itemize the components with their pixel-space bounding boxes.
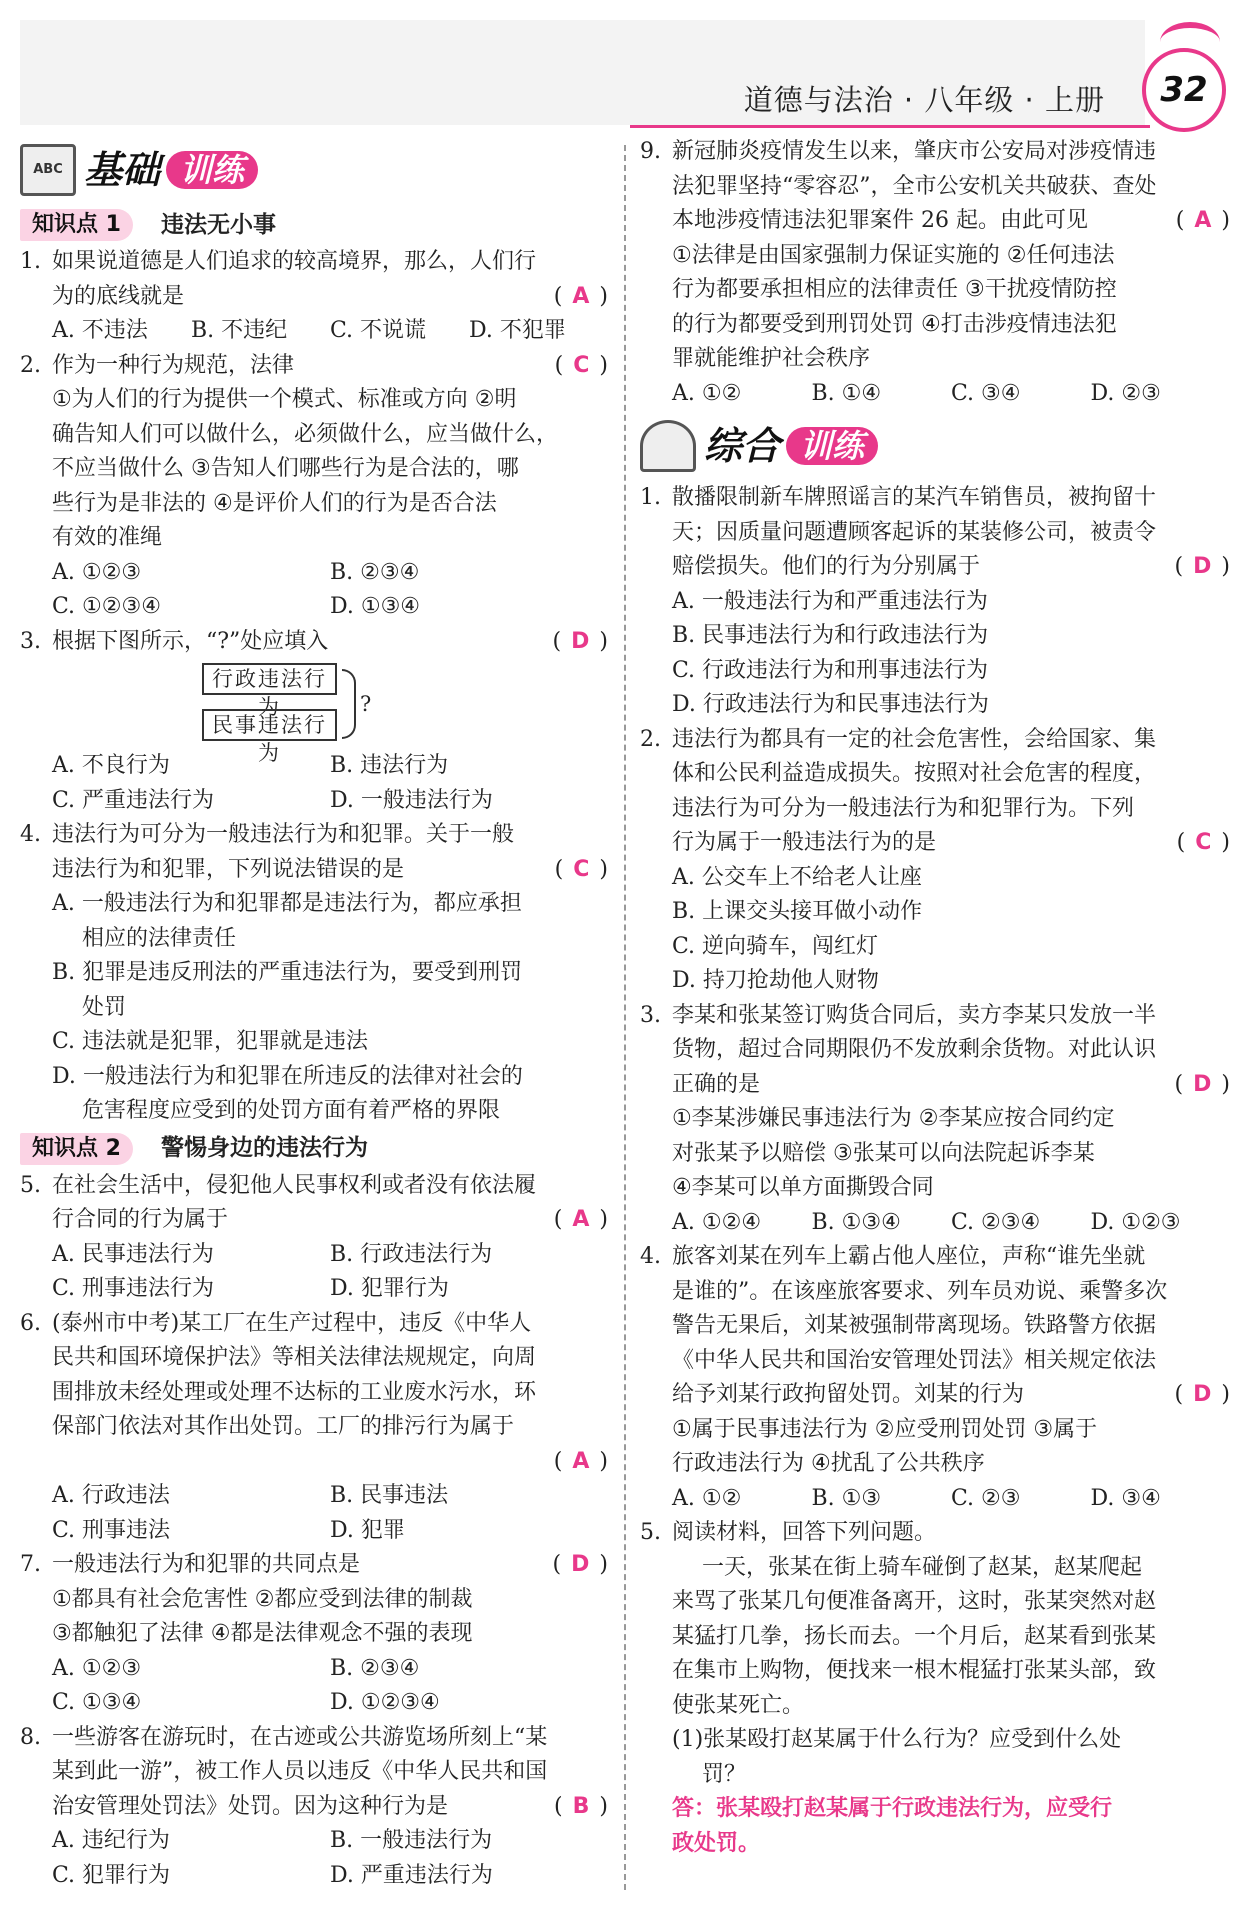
question-text: 《中华人民共和国治安管理处罚法》相关规定依法 [672, 1347, 1157, 1373]
option-b: B. 民事违法行为和行政违法行为 [672, 623, 989, 648]
option-a: A. ①②④ [672, 1209, 762, 1235]
question-text-line: 违法行为和犯罪，下列说法错误的是 ( C ) [52, 853, 608, 888]
statement-line: ④李某可以单方面撕毁合同 [672, 1175, 934, 1200]
option-c: C. 行政违法行为和刑事违法行为 [672, 657, 989, 683]
question-5 [20, 1169, 608, 1307]
answer-box: ( D ) [1174, 554, 1230, 579]
material-line: 来骂了张某几句便准备离开，这时，张某突然对赵 [672, 1589, 1157, 1614]
subject-title: 道德与法治 · 八年级 · 上册 [743, 83, 1105, 117]
statement-line: 确告知人们可以做什么，必须做什么，应当做什么， [52, 421, 559, 447]
question-number: 1. [20, 249, 41, 274]
question-number: 7. [20, 1552, 41, 1577]
left-column [20, 135, 608, 1893]
question-number: 3. [640, 1002, 661, 1028]
answer-box: ( D ) [1174, 1071, 1230, 1097]
bracket-diagram [202, 659, 608, 765]
answer-letter: D [571, 628, 590, 654]
question-text-line: 赔偿损失。他们的行为分别属于 ( D ) [672, 550, 1230, 585]
option-b: B. ①③④ [811, 1209, 901, 1235]
question-number: 5. [640, 1520, 661, 1545]
answer-letter: D [1193, 1382, 1212, 1407]
right-column [640, 135, 1230, 1861]
options [672, 1482, 1230, 1517]
kp-tag: 知识点 2 [20, 1133, 133, 1165]
option-b: B. ②③④ [330, 559, 420, 585]
sub-question-cont: 罚？ [702, 1761, 747, 1787]
answer-box: ( D ) [552, 1552, 608, 1577]
question-text-line: 行为属于一般违法行为的是 ( C ) [672, 826, 1230, 861]
question-number: 5. [20, 1172, 41, 1198]
question-text: 违法行为可分为一般违法行为和犯罪。关于一般 [52, 822, 515, 847]
section-title-badge: 训练 [166, 151, 258, 190]
answer-box: ( A ) [553, 1207, 608, 1232]
options [52, 1824, 608, 1893]
handwritten-answer: 答：张某殴打赵某属于行政违法行为，应受行 [672, 1796, 1113, 1821]
page-header [0, 0, 1250, 135]
page-number: 32 [1142, 48, 1226, 132]
option-d: D. 一般违法行为 [330, 787, 493, 813]
option-b: B. ①③ [811, 1485, 882, 1511]
option-c: C. 逆向骑车，闯红灯 [672, 933, 879, 959]
comprehensive-question-1 [640, 481, 1230, 723]
question-text: 体和公民利益造成损失。按照对社会危害的程度， [672, 761, 1157, 786]
brace-icon [342, 669, 356, 739]
question-text: 违法行为可分为一般违法行为和犯罪行为。下列 [672, 795, 1135, 821]
question-text: 警告无果后，刘某被强制带离现场。铁路警方依据 [672, 1313, 1157, 1338]
comprehensive-question-2 [640, 723, 1230, 999]
answer-letter: C [1195, 830, 1212, 855]
option-c: C. 犯罪行为 [52, 1862, 171, 1888]
option-b: B. 民事违法 [330, 1483, 449, 1508]
option-b: B. 不违纪 [191, 318, 288, 343]
answer-letter: D [1193, 1071, 1212, 1097]
question-text: 保部门依法对其作出处罚。工厂的排污行为属于 [52, 1414, 515, 1439]
question-3 [20, 625, 608, 819]
question-text: 一些游客在游玩时，在古迹或公共游览场所刻上“某 [52, 1724, 548, 1750]
section-title-main: 基础 [84, 147, 161, 192]
handwritten-answer-cont: 政处罚。 [672, 1830, 761, 1856]
option-a: A. ①②③ [52, 559, 142, 585]
question-number: 1. [640, 485, 661, 510]
option-c: C. ①③④ [52, 1690, 142, 1715]
option-d: D. ①②③ [1090, 1209, 1181, 1235]
option-b: B. 一般违法行为 [330, 1828, 493, 1853]
question-text: 旅客刘某在列车上霸占他人座位，声称“谁先坐就 [672, 1244, 1146, 1269]
option-c: C. 刑事违法行为 [52, 1276, 215, 1301]
option-d: D. 严重违法行为 [330, 1862, 493, 1888]
question-text-line: 一般违法行为和犯罪的共同点是 ( D ) [52, 1548, 608, 1583]
question-number: 4. [640, 1244, 661, 1269]
answer-letter: A [1194, 208, 1212, 233]
option-a: A. 不良行为 [52, 753, 170, 778]
question-text-line: 正确的是 ( D ) [672, 1068, 1230, 1103]
diagram-box-civil: 民事违法行为 [202, 709, 337, 741]
option-d: D. 持刀抢劫他人财物 [672, 968, 879, 993]
question-text: 如果说道德是人们追求的较高境界，那么，人们行 [52, 249, 537, 274]
answer-box: ( A ) [1175, 208, 1230, 233]
options [672, 377, 1230, 412]
question-number: 8. [20, 1724, 41, 1750]
option-a: A. 行政违法 [52, 1483, 170, 1508]
header-underline [630, 125, 1150, 128]
answer-letter: A [572, 283, 590, 309]
book-icon: ABC [20, 144, 76, 196]
answer-letter: C [573, 856, 590, 882]
question-text: 某到此一游”，被工作人员以违反《中华人民共和国 [52, 1759, 548, 1784]
question-text-line: 本地涉疫情违法犯罪案件 26 起。由此可见 ( A ) [672, 204, 1230, 239]
answer-box: ( D ) [1174, 1382, 1230, 1407]
answer-box: ( A ) [553, 283, 608, 309]
question-text-line: 为的底线就是 ( A ) [52, 280, 608, 315]
question-9 [640, 135, 1230, 411]
question-number: 4. [20, 822, 41, 847]
option-d: D. ①②③④ [330, 1690, 440, 1715]
question-text: 天；因质量问题遭顾客起诉的某装修公司，被责令 [672, 519, 1157, 545]
section-header-basic [20, 135, 608, 205]
answer-line [52, 1445, 608, 1480]
option-b: B. ②③④ [330, 1655, 420, 1681]
question-6 [20, 1307, 608, 1549]
options [52, 1238, 608, 1307]
options [52, 1652, 608, 1721]
option-c: C. ②③④ [951, 1209, 1041, 1235]
statement-line: 行政违法行为 ④扰乱了公共秩序 [672, 1451, 985, 1476]
question-number: 3. [20, 628, 41, 654]
option-c: C. 刑事违法 [52, 1517, 171, 1543]
statement-line: 些行为是非法的 ④是评价人们的行为是否合法 [52, 490, 497, 516]
material-line: 使张某死亡。 [672, 1692, 805, 1718]
question-text: 民共和国环境保护法》等相关法律法规规定，向周 [52, 1345, 537, 1370]
option-d: D. ③④ [1090, 1485, 1161, 1511]
question-4 [20, 818, 608, 1129]
kp-title: 警惕身边的违法行为 [160, 1135, 368, 1162]
answer-letter: D [571, 1552, 590, 1577]
diagram-box-administrative: 行政违法行为 [202, 663, 337, 695]
question-7 [20, 1548, 608, 1721]
question-number: 6. [20, 1310, 41, 1336]
question-text-line: 给予刘某行政拘留处罚。刘某的行为 ( D ) [672, 1378, 1230, 1413]
options [52, 314, 608, 349]
statement-line: 罪就能维护社会秩序 [672, 346, 871, 371]
answer-box: ( C ) [1176, 830, 1230, 855]
comprehensive-question-4 [640, 1240, 1230, 1516]
options [52, 556, 608, 625]
option-a: A. ①② [672, 1485, 742, 1511]
option-a: A. 民事违法行为 [52, 1241, 214, 1267]
knowledge-point-2 [20, 1131, 608, 1167]
option-d: D. 犯罪 [330, 1517, 405, 1543]
option-a: A. 违纪行为 [52, 1828, 170, 1853]
diagram-question-mark: ? [360, 692, 372, 716]
question-number: 2. [640, 726, 661, 752]
column-divider [624, 145, 626, 1890]
question-2 [20, 349, 608, 625]
comprehensive-question-5 [640, 1516, 1230, 1861]
option-b: B. 犯罪是违反刑法的严重违法行为，要受到刑罚 [52, 960, 523, 985]
options [52, 749, 608, 818]
question-text: 违法行为都具有一定的社会危害性，会给国家、集 [672, 726, 1157, 752]
option-c: C. ③④ [951, 380, 1021, 406]
question-text: 是谁的”。在该座旅客要求、列车员劝说、乘警多次 [672, 1278, 1168, 1304]
option-d: D. ①③④ [330, 594, 421, 619]
question-number: 2. [20, 352, 41, 378]
question-text: 法犯罪坚持“零容忍”，全市公安机关共破获、查处 [672, 173, 1157, 199]
section-title-badge: 训练 [786, 427, 878, 466]
answer-letter: A [572, 1448, 590, 1474]
option-c: C. ①②③④ [52, 594, 161, 619]
options [672, 1206, 1230, 1241]
lamp-icon [640, 420, 696, 472]
option-b: B. 违法行为 [330, 753, 449, 778]
question-text-line: 治安管理处罚法》处罚。因为这种行为是 ( B ) [52, 1790, 608, 1825]
statement-line: 行为都要承担相应的法律责任 ③干扰疫情防控 [672, 277, 1117, 302]
question-number: 9. [640, 139, 661, 164]
statement-line: 的行为都要受到刑罚处罚 ④打击涉疫情违法犯 [672, 311, 1117, 337]
question-text-line: 根据下图所示，“?”处应填入 ( D ) [52, 625, 608, 660]
option-d: D. 犯罪行为 [330, 1276, 449, 1301]
option-a: A. 一般违法行为和犯罪都是违法行为，都应承担 [52, 891, 522, 916]
statement-line: ①属于民事违法行为 ②应受刑罚处罚 ③属于 [672, 1416, 1098, 1442]
option-a: A. 不违法 [52, 318, 148, 343]
material-line: 某猛打几拳，扬长而去。一个月后，赵某看到张某 [672, 1623, 1157, 1649]
question-text: 新冠肺炎疫情发生以来，肇庆市公安局对涉疫情违 [672, 139, 1157, 164]
statement-line: ①为人们的行为提供一个模式、标准或方向 ②明 [52, 387, 517, 412]
section-header-comprehensive [640, 411, 1230, 481]
question-text-line: 作为一种行为规范，法律 ( C ) [52, 349, 608, 384]
answer-box: ( C ) [554, 856, 608, 882]
statement-line: 有效的准绳 [52, 525, 163, 550]
sub-question: (1)张某殴打赵某属于什么行为？应受到什么处 [672, 1727, 1122, 1752]
answer-box: ( A ) [553, 1448, 608, 1474]
option-d: D. 行政违法行为和民事违法行为 [672, 692, 989, 717]
option-a: A. ①② [672, 380, 742, 406]
kp-title: 违法无小事 [160, 211, 276, 238]
statement-line: ③都触犯了法律 ④都是法律观念不强的表现 [52, 1621, 473, 1646]
section-title-main: 综合 [704, 423, 781, 468]
option-c: C. 严重违法行为 [52, 787, 215, 813]
material-line: 一天，张某在街上骑车碰倒了赵某，赵某爬起 [702, 1554, 1143, 1580]
option-c: C. 不说谎 [330, 318, 427, 343]
statement-line: ①法律是由国家强制力保证实施的 ②任何违法 [672, 242, 1115, 268]
answer-box: ( D ) [552, 628, 608, 654]
statement-line: 不应当做什么 ③告知人们哪些行为是合法的，哪 [52, 456, 519, 481]
answer-box: ( B ) [554, 1793, 608, 1819]
option-d: D. 一般违法行为和犯罪在所违反的法律对社会的 [52, 1063, 523, 1089]
answer-letter: A [572, 1207, 590, 1232]
statement-line: ①都具有社会危害性 ②都应受到法律的制裁 [52, 1586, 473, 1612]
option-a: A. 一般违法行为和严重违法行为 [672, 588, 988, 614]
question-text: (泰州市中考)某工厂在生产过程中，违反《中华人 [52, 1310, 532, 1336]
option-c: C. ②③ [951, 1485, 1021, 1511]
answer-box: ( C ) [554, 352, 608, 378]
option-a: A. ①②③ [52, 1655, 142, 1681]
material-line: 在集市上购物，便找来一根木棍猛打张某头部，致 [672, 1658, 1157, 1683]
knowledge-point-1 [20, 207, 608, 243]
option-d-cont: 危害程度应受到的处罚方面有着严格的界限 [82, 1098, 501, 1123]
option-b: B. 上课交头接耳做小动作 [672, 899, 923, 924]
comprehensive-question-3 [640, 999, 1230, 1241]
question-text: 在社会生活中，侵犯他人民事权利或者没有依法履 [52, 1172, 537, 1198]
option-a-cont: 相应的法律责任 [82, 925, 237, 951]
question-text: 散播限制新车牌照谣言的某汽车销售员，被拘留十 [672, 485, 1157, 510]
answer-letter: B [572, 1793, 590, 1819]
option-b-cont: 处罚 [82, 994, 127, 1020]
question-1 [20, 245, 608, 349]
question-8 [20, 1721, 608, 1894]
option-c: C. 违法就是犯罪，犯罪就是违法 [52, 1029, 369, 1054]
question-text: 阅读材料，回答下列问题。 [672, 1520, 937, 1545]
statement-line: ①李某涉嫌民事违法行为 ②李某应按合同约定 [672, 1106, 1115, 1131]
options [52, 1479, 608, 1548]
answer-letter: C [573, 352, 590, 378]
statement-line: 对张某予以赔偿 ③张某可以向法院起诉李某 [672, 1140, 1095, 1166]
answer-letter: D [1193, 554, 1212, 579]
option-d: D. ②③ [1090, 380, 1161, 406]
question-text-line: 行合同的行为属于 ( A ) [52, 1203, 608, 1238]
kp-tag: 知识点 1 [20, 209, 133, 241]
option-b: B. 行政违法行为 [330, 1241, 493, 1267]
option-b: B. ①④ [811, 380, 882, 406]
option-d: D. 不犯罪 [469, 318, 566, 343]
question-text: 李某和张某签订购货合同后，卖方李某只发放一半 [672, 1002, 1157, 1028]
question-text: 货物，超过合同期限仍不发放剩余货物。对此认识 [672, 1037, 1157, 1062]
question-text: 围排放未经处理或处理不达标的工业废水污水，环 [52, 1379, 537, 1405]
option-a: A. 公交车上不给老人让座 [672, 864, 922, 890]
